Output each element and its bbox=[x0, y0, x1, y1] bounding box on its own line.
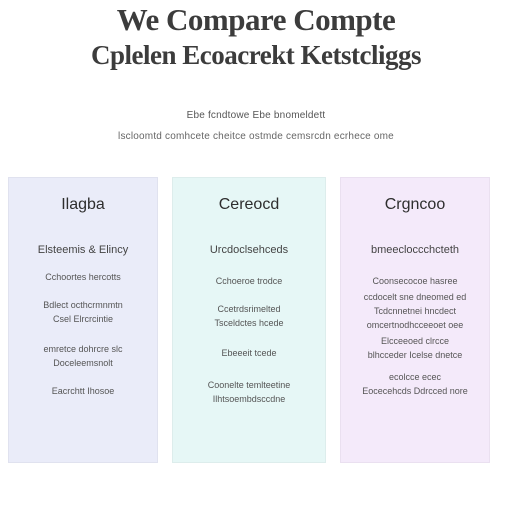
card-title: Ilagba bbox=[61, 196, 105, 213]
feature-item: emretce dohrcre slc Doceleemsnolt bbox=[43, 344, 123, 368]
feature-item: Eacrchtt Ihosoe bbox=[51, 386, 115, 396]
feature-item: Ccetrdsrimelted Tsceldctes hcede bbox=[214, 304, 284, 328]
comparison-cards bbox=[8, 177, 470, 463]
intro-line-1: Ebe fcndtowe Ebe bnomeldett bbox=[186, 110, 326, 121]
feature-item: ccdocelt sne dneomed ed Tcdcnnetnei hncdect omcertnodhcceeoet oee bbox=[363, 292, 467, 330]
feature-item: Cchoortes hercotts bbox=[45, 272, 121, 282]
feature-item: ecolcce ecec Eocecehcds Ddrcced nore bbox=[362, 372, 468, 396]
card-title: Cereocd bbox=[218, 196, 280, 213]
feature-item: Ebeeeit tcede bbox=[221, 348, 277, 358]
comparison-card-3 bbox=[340, 177, 490, 463]
feature-item: Elcceeoed clrcce blhcceder Icelse dnetce bbox=[367, 336, 463, 360]
feature-item: Bdlect octhcrmnmtn Csel Elrcrcintie bbox=[43, 300, 123, 324]
card-subtitle: Urcdoclsehceds bbox=[209, 244, 289, 256]
card-title: Crgncoo bbox=[384, 196, 446, 213]
feature-item: Coonsecocoe hasree bbox=[372, 276, 458, 286]
card-subtitle: bmeecloccchcteth bbox=[370, 244, 460, 256]
intro-line-2: lscloomtd comhcete cheitce ostmde cemsrcdn ecrhece ome bbox=[118, 131, 394, 142]
card-subtitle: Elsteemis & Elincy bbox=[37, 244, 129, 256]
feature-item: Coonelte temlteetine Ilhtsoembdsccdne bbox=[207, 380, 291, 404]
feature-item: Cchoeroe trodce bbox=[215, 276, 283, 286]
page-title-line-1: We Compare Compte bbox=[116, 2, 396, 37]
comparison-card-1 bbox=[8, 177, 158, 463]
page-title-line-2: Cplelen Ecoacrekt Ketstcliggs bbox=[91, 40, 421, 70]
comparison-card-2 bbox=[172, 177, 326, 463]
